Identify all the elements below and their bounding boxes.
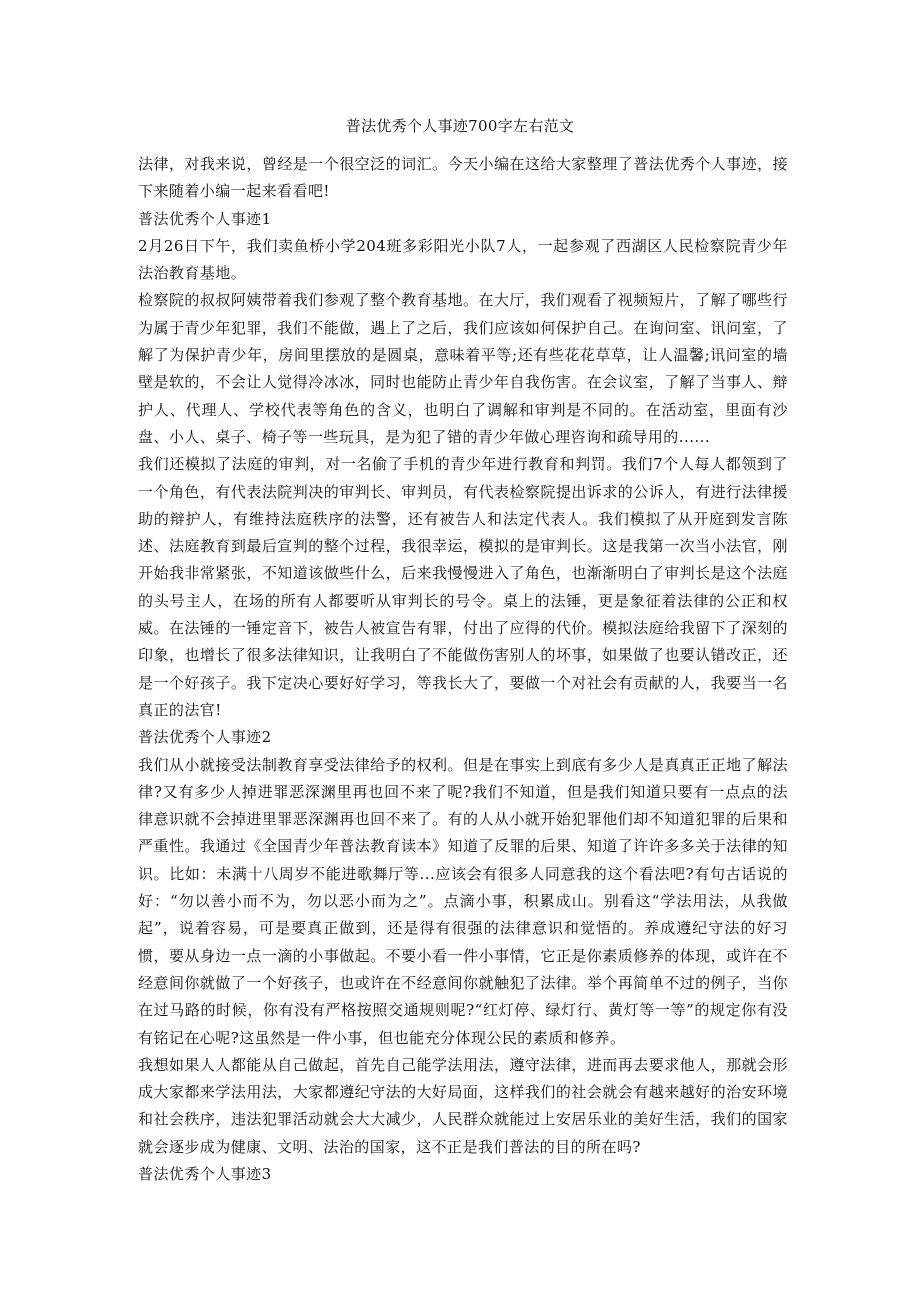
section-heading-2: 普法优秀个人事迹2: [138, 728, 272, 747]
document-body: [138, 151, 788, 1188]
body-paragraph: 我想如果人人都能从自己做起，首先自己能学法用法，遵守法律，进而再去要求他人，那就会形成大家都来学法用法，大家都遵纪守法的大好局面，这样我们的社会就会有越来越好的治安环境和社会秩序，违法犯罪活动就会大大减少，人民群众就能过上安居乐业的美好生活，我们的国家就会逐步成为健康、文明、法治的国家，这不正是我们普法的目的所在吗?: [138, 1055, 788, 1156]
body-paragraph: 我们还模拟了法庭的审判，对一名偷了手机的青少年进行教育和判罚。我们7个人每人都领到了一个角色，有代表法院判决的审判长、审判员，有代表检察院提出诉求的公诉人，有进行法律援助的辩护人，有维持法庭秩序的法警，还有被告人和法定代表人。我们模拟了从开庭到发言陈述、法庭教育到最后宣判的整个过程，我很幸运，模拟的是审判长。这是我第一次当小法官，刚开始我非常紧张，不知道该做些什么，后来我慢慢进入了角色，也渐渐明白了审判长是这个法庭的头号主人，在场的所有人都要听从审判长的号令。桌上的法锤，更是象征着法律的公正和权威。在法锤的一锤定音下，被告人被宣告有罪，付出了应得的代价。模拟法庭给我留下了深刻的印象，也增长了很多法律知识，让我明白了不能做伤害别人的坏事，如果做了也要认错改正，还是一个好孩子。我下定决心要好好学习，等我长大了，要做一个对社会有贡献的人，我要当一名真正的法官!: [138, 455, 788, 719]
section-heading-1: 普法优秀个人事迹1: [138, 209, 272, 228]
body-paragraph: 2月26日下午，我们卖鱼桥小学204班多彩阳光小队7人，一起参观了西湖区人民检察院青少年法治教育基地。: [138, 236, 788, 283]
section-heading-3: 普法优秀个人事迹3: [138, 1164, 272, 1183]
body-paragraph: 我们从小就接受法制教育享受法律给予的权利。但是在事实上到底有多少人是真真正正地了解法律?又有多少人掉进罪恶深渊里再也回不来了呢?我们不知道，但是我们知道只要有一点点的法律意识就不会掉进里罪恶深渊再也回不来了。有的人从小就开始犯罪他们却不知道犯罪的后果和严重性。我通过《全国青少年普法教育读本》知道了反罪的后果、知道了许许多多关于法律的知识。比如：未满十八周岁不能进歌舞厅等...应该会有很多人同意我的这个看法吧?有句古话说的好：“勿以善小而不为，勿以恶小而为之”。点滴小事，积累成山。别看这“学法用法，从我做起”，说着容易，可是要真正做到，还是得有很强的法律意识和觉悟的。养成遵纪守法的好习惯，要从身边一点一滴的小事做起。不要小看一件小事情，它正是你素质修养的体现，或许在不经意间你就做了一个好孩子，也或许在不经意间你就触犯了法律。举个再简单不过的例子，当你在过马路的时候，你有没有严格按照交通规则呢?“红灯停、绿灯行、黄灯等一等”的规定你有没有铭记在心呢?这虽然是一件小事，但也能充分体现公民的素质和修养。: [138, 755, 788, 1047]
body-paragraph: 检察院的叔叔阿姨带着我们参观了整个教育基地。在大厅，我们观看了视频短片，了解了哪些行为属于青少年犯罪，我们不能做，遇上了之后，我们应该如何保护自己。在询问室、讯问室，了解了为保护青少年，房间里摆放的是圆桌，意味着平等;还有些花花草草，让人温馨;讯问室的墙壁是软的，不会让人觉得冷冰冰，同时也能防止青少年自我伤害。在会议室，了解了当事人、辩护人、代理人、学校代表等角色的含义，也明白了调解和审判是不同的。在活动室，里面有沙盘、小人、桌子、椅子等一些玩具，是为犯了错的青少年做心理咨询和疏导用的......: [138, 291, 788, 446]
intro-paragraph: 法律，对我来说，曾经是一个很空泛的词汇。今天小编在这给大家整理了普法优秀个人事迹，接下来随着小编一起来看看吧!: [138, 155, 788, 201]
document-title: 普法优秀个人事迹700字左右范文: [345, 117, 575, 135]
